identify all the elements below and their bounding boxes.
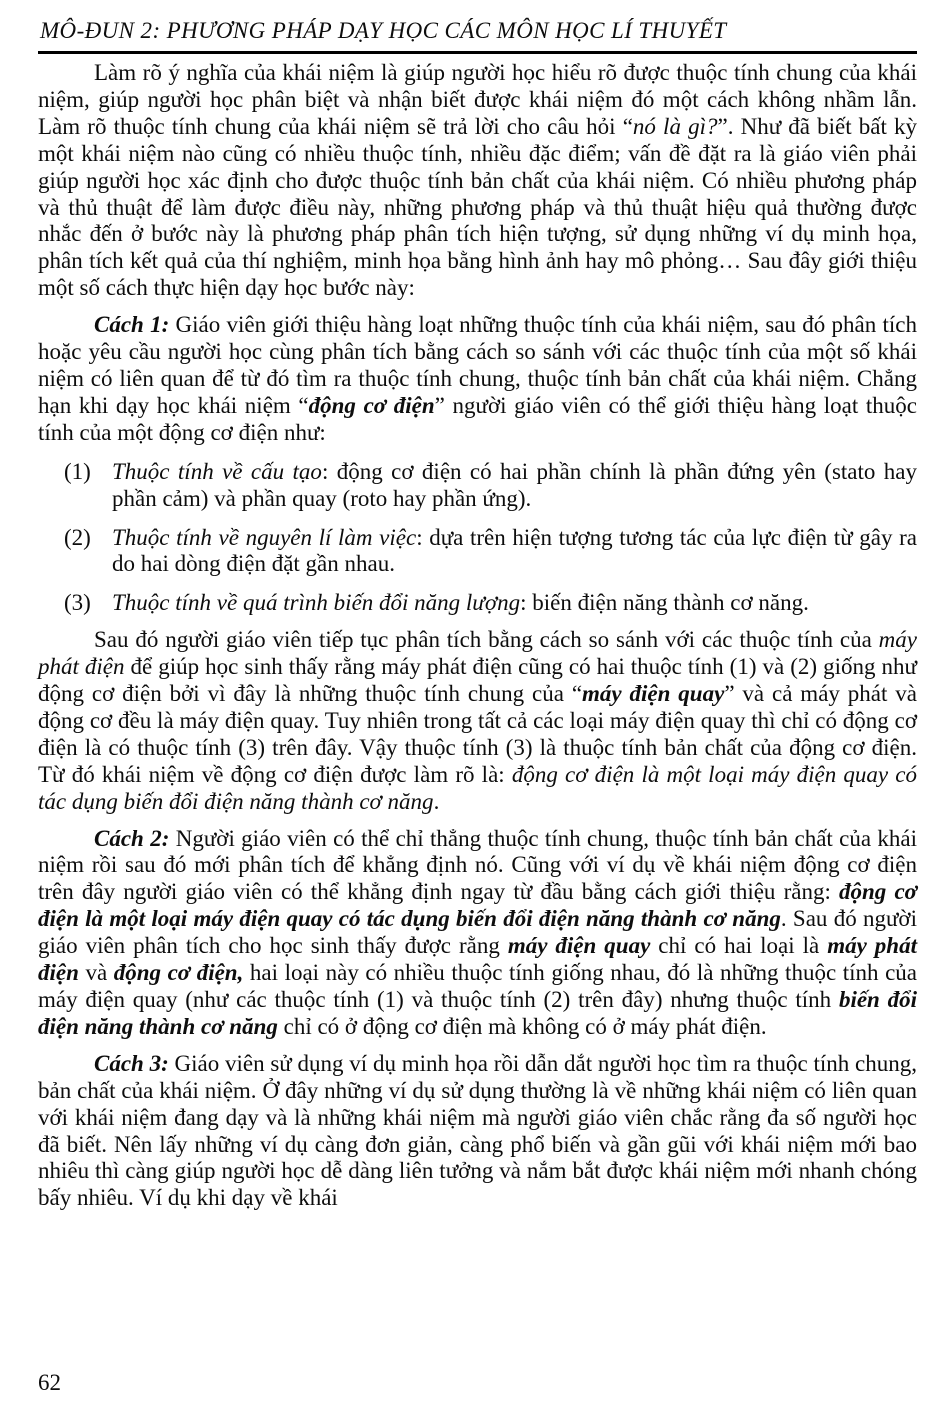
text-run: ” và cả máy phát và động cơ đều là máy điện quay. Tuy nhiên trong tất cả các loại máy điện quay thì chỉ có động cơ điện là có thuộc tính (3) trên đây. Vậy thuộc tính (3) là thuộc tính bản chất của động cơ điện. Từ đó khái niệm về động cơ điện được làm rõ là:	[38, 681, 917, 787]
paragraph	[38, 1051, 917, 1212]
text-run: nó là gì?	[632, 113, 718, 139]
text-run: Thuộc tính về quá trình biến đổi năng lượng	[112, 590, 521, 616]
paragraph	[38, 826, 917, 1041]
text-run: động cơ điện là một loại máy điện quay có tác dụng biến đổi điện năng thành cơ năng	[38, 879, 917, 932]
text-run: động cơ điện	[308, 392, 435, 418]
text-run: .	[433, 788, 440, 814]
text-run: . Sau đó người giáo viên phân tích cho học sinh thấy được rằng	[38, 906, 917, 959]
text-run: Người giáo viên có thể chỉ thẳng thuộc tính chung, thuộc tính bản chất của khái niệm rồi sau đó mới phân tích để khẳng định nó. Cũng với ví dụ về khái niệm động cơ điện trên đây người giáo viên có thể khẳng định ngay từ đầu bằng cách giới thiệu rằng:	[38, 825, 918, 905]
text-run: và	[78, 960, 114, 986]
text-run: Làm rõ ý nghĩa của khái niệm là giúp người học hiểu rõ được thuộc tính chung của khái niệm, giúp người học phân biệt và nhận biết được khái niệm đó một cách không nhầm lẫn. Làm rõ thuộc tính chung của khái niệm sẽ trả lời cho câu hỏi “	[38, 60, 917, 139]
paragraph	[38, 60, 917, 302]
list-item	[38, 525, 917, 579]
list-item	[38, 590, 917, 617]
text-run: Sau đó người giáo viên tiếp tục phân tích bằng cách so sánh với các thuộc tính của	[94, 627, 879, 653]
text-run: chỉ có hai loại là	[650, 933, 828, 959]
page-footer	[38, 1370, 61, 1396]
text-run: Giáo viên sử dụng ví dụ minh họa rồi dẫn dắt người học tìm ra thuộc tính chung, bản chất của khái niệm. Ở đây những ví dụ sử dụng thường là về những khái niệm có liên quan với khái niệm đang dạy và là những khái niệm mà người giáo viên chắc rằng đa số người học đã biết. Nên lấy những ví dụ càng đơn giản, càng phổ biến và gần gũi với khái niệm mới bao nhiêu thì càng giúp người học dễ dàng liên tưởng và nắm bắt được khái niệm mới nhanh chóng bấy nhiêu. Ví dụ khi dạy về khái	[38, 1050, 918, 1211]
text-run: máy điện quay	[582, 681, 725, 707]
document-body	[38, 60, 917, 1212]
running-header	[38, 14, 917, 54]
text-run: động cơ điện,	[113, 960, 244, 986]
paragraph	[38, 312, 917, 447]
text-run: máy phát điện	[38, 627, 917, 680]
list-marker: (1)	[64, 458, 91, 484]
text-run: Thuộc tính về nguyên lí làm việc	[112, 524, 417, 550]
text-run: máy điện quay	[507, 933, 651, 959]
text-run: : dựa trên hiện tượng tương tác của lực điện từ gây ra do hai dòng điện đặt gần nhau.	[112, 524, 917, 577]
text-run: ” người giáo viên có thể giới thiệu hàng loạt thuộc tính của một động cơ điện như:	[38, 392, 917, 445]
page-number: 62	[38, 1370, 61, 1395]
text-run: Giáo viên giới thiệu hàng loạt những thuộc tính của khái niệm, sau đó phân tích hoặc yêu cầu người học cùng phân tích bằng cách so sánh với các thuộc tính của một số khái niệm có liên quan để từ đó tìm ra thuộc tính chung, thuộc tính bản chất của khái niệm. Chẳng hạn khi dạy học khái niệm “	[38, 312, 917, 418]
list-marker: (3)	[64, 590, 91, 616]
text-run: ”. Như đã biết bất kỳ một khái niệm nào cũng có nhiều thuộc tính, nhiều đặc điểm; vấn đề đặt ra là giáo viên phải giúp người học xác định cho được thuộc tính bản chất của khái niệm. Có nhiều phương pháp và thủ thuật để làm được điều này, những phương pháp và thủ thuật hiệu quả thường được nhắc đến ở bước này là phương pháp phân tích hiện tượng, sử dụng những ví dụ minh họa, phân tích kết quả của thí nghiệm, minh họa bằng hình ảnh hay mô phỏng… Sau đây giới thiệu một số cách thực hiện dạy học bước này:	[38, 113, 918, 301]
running-header-title: MÔ-ĐUN 2: PHƯƠNG PHÁP DẠY HỌC CÁC MÔN HỌC LÍ THUYẾT	[40, 18, 727, 43]
text-run: : biến điện năng thành cơ năng.	[520, 590, 809, 616]
text-run: : động cơ điện có hai phần chính là phần đứng yên (stato hay phần cảm) và phần quay (roto hay phần ứng).	[112, 458, 918, 511]
text-run: máy phát điện	[38, 933, 917, 986]
text-run: Cách 2:	[94, 825, 170, 851]
text-run: để giúp học sinh thấy rằng máy phát điện cũng có hai thuộc tính (1) và (2) giống như động cơ điện bởi vì đây là những thuộc tính chung của “	[38, 654, 917, 707]
list-marker: (2)	[64, 524, 91, 550]
text-run: chỉ có ở động cơ điện mà không có ở máy phát điện.	[277, 1013, 767, 1039]
text-run: Thuộc tính về cấu tạo	[112, 458, 322, 484]
paragraph	[38, 627, 917, 815]
list-item	[38, 459, 917, 513]
text-run: Cách 3:	[94, 1050, 169, 1076]
text-run: biến đổi điện năng thành cơ năng	[38, 987, 917, 1039]
text-run: hai loại này có nhiều thuộc tính giống nhau, đó là những thuộc tính của máy điện quay (như các thuộc tính (1) và thuộc tính (2) trên đây) nhưng thuộc tính	[38, 960, 917, 1012]
text-run: động cơ điện là một loại máy điện quay có tác dụng biến đổi điện năng thành cơ năng	[38, 761, 917, 814]
text-run: Cách 1:	[94, 312, 170, 338]
